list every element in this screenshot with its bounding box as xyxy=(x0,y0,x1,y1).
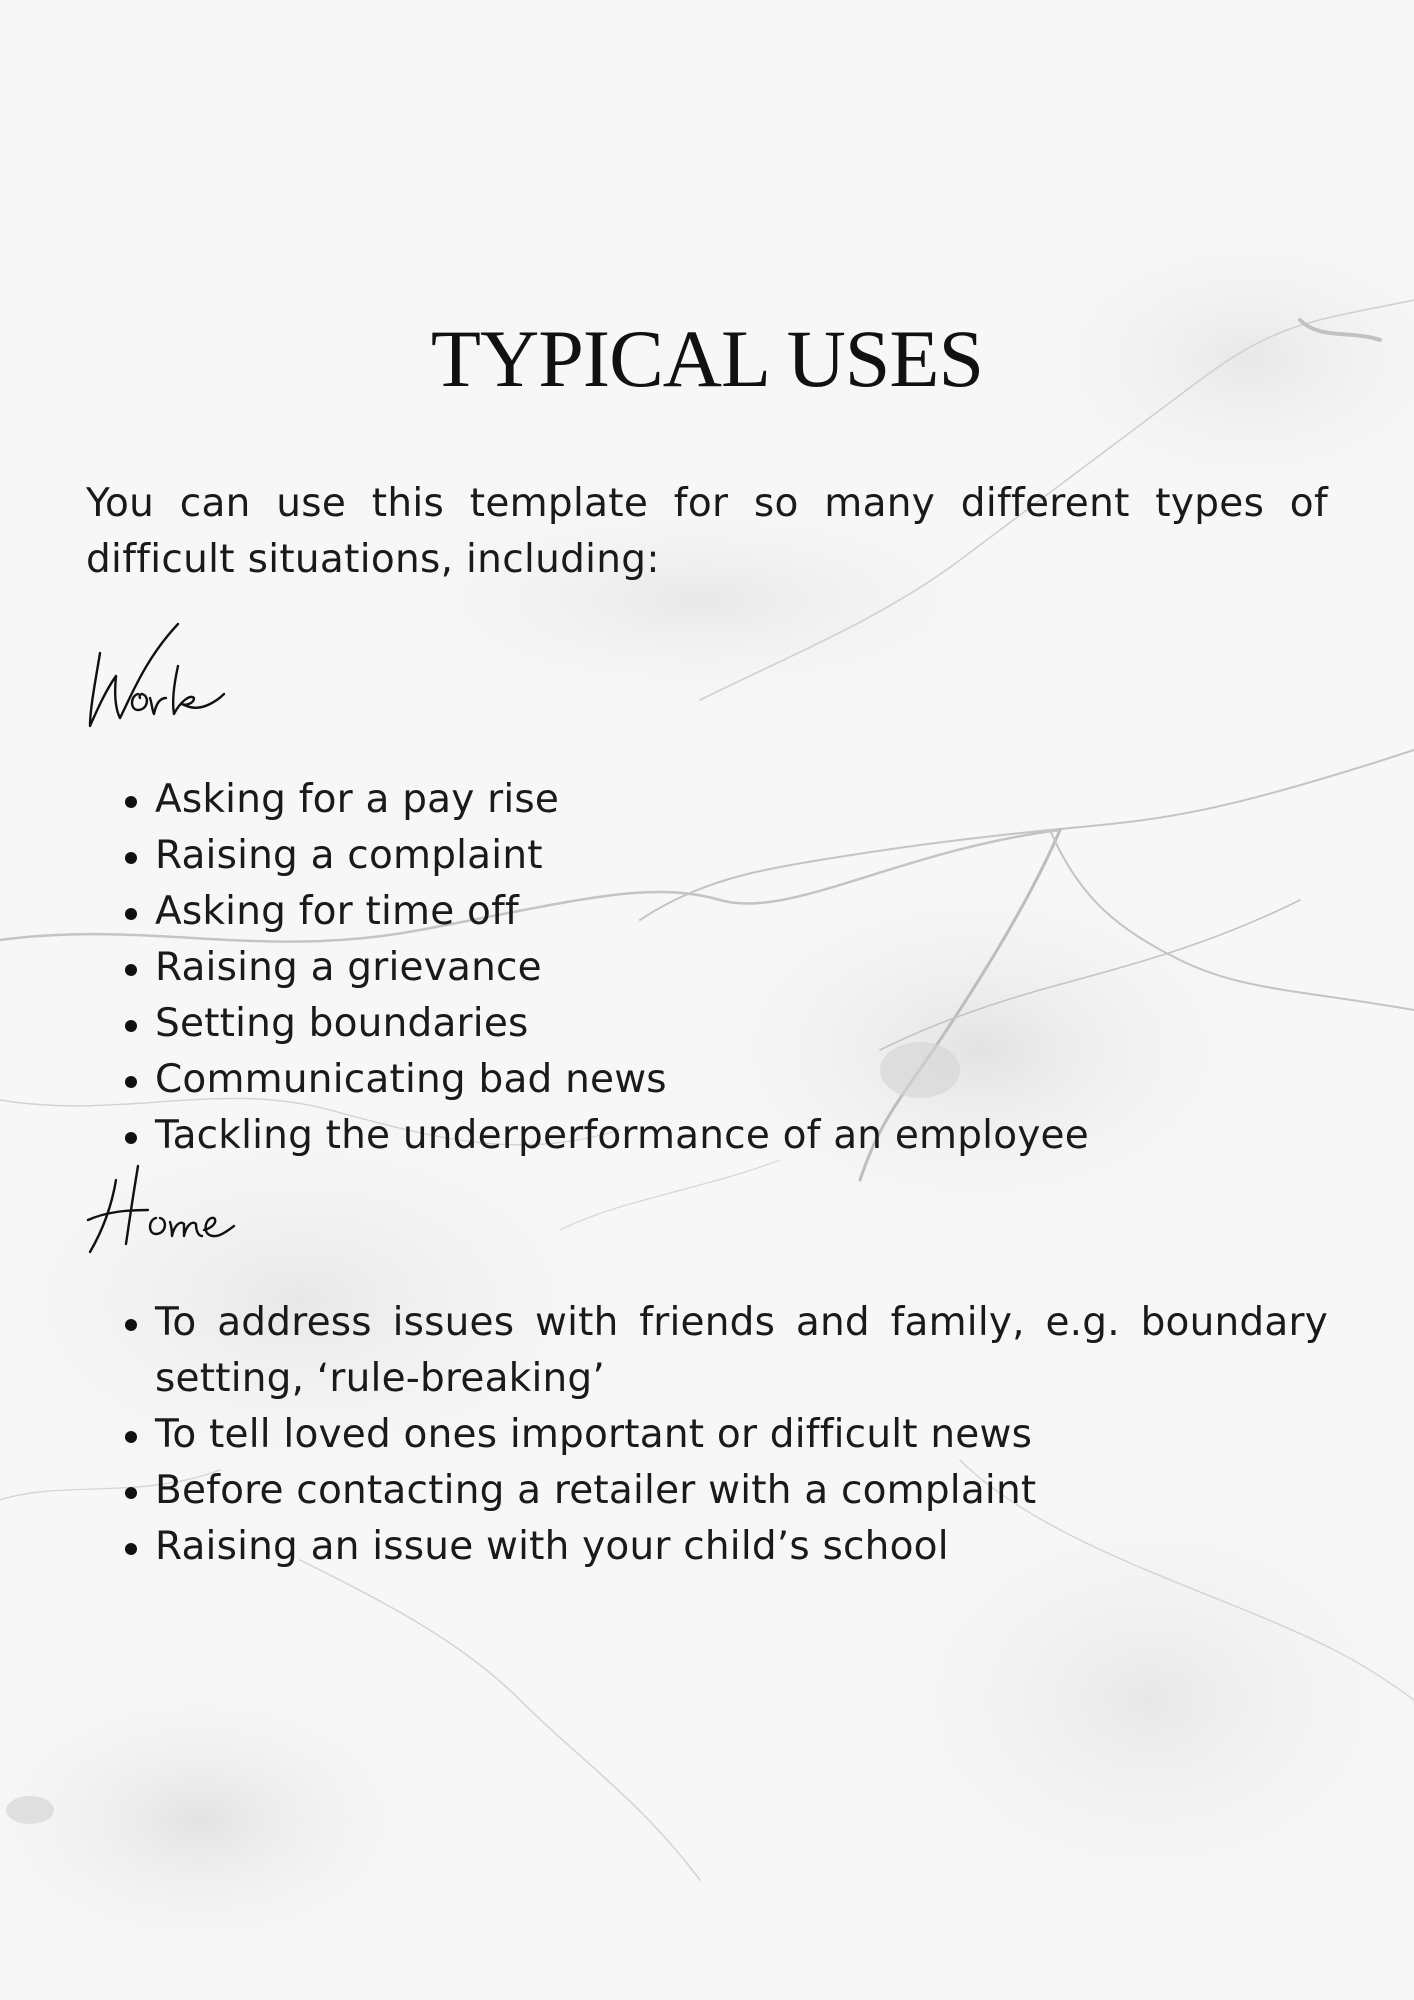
work-list xyxy=(86,772,1328,1164)
bullet-dot xyxy=(125,908,137,920)
bullet-dot xyxy=(125,1431,137,1443)
intro-paragraph: You can use this template for so many different types of difficult situations, including: xyxy=(86,481,1328,582)
bullet-dot xyxy=(125,796,137,808)
list-item: To tell loved ones important or difficult news xyxy=(86,1407,1328,1463)
list-item: Communicating bad news xyxy=(86,1052,1328,1108)
list-item: Raising a grievance xyxy=(86,940,1328,996)
list-item: Raising an issue with your child’s school xyxy=(86,1519,1328,1575)
work-script-lettering xyxy=(86,618,246,738)
bullet-dot xyxy=(125,1076,137,1088)
list-item: Tackling the underperformance of an employee xyxy=(86,1108,1328,1164)
home-list xyxy=(86,1295,1328,1575)
list-item: Raising a complaint xyxy=(86,828,1328,884)
bullet-dot xyxy=(125,1319,137,1331)
bullet-dot xyxy=(125,1543,137,1555)
home-script-lettering xyxy=(86,1160,256,1260)
list-item: Asking for time off xyxy=(86,884,1328,940)
bullet-dot xyxy=(125,1020,137,1032)
home-heading xyxy=(86,1160,256,1260)
list-item: Before contacting a retailer with a complaint xyxy=(86,1463,1328,1519)
page-title: TYPICAL USES xyxy=(430,313,984,404)
list-item: Setting boundaries xyxy=(86,996,1328,1052)
work-heading xyxy=(86,618,246,738)
bullet-dot xyxy=(125,852,137,864)
list-item: To address issues with friends and family, e.g. boundary setting, ‘rule-breaking’ xyxy=(86,1295,1328,1407)
bullet-dot xyxy=(125,1487,137,1499)
bullet-dot xyxy=(125,1132,137,1144)
bullet-dot xyxy=(125,964,137,976)
list-item: Asking for a pay rise xyxy=(86,772,1328,828)
